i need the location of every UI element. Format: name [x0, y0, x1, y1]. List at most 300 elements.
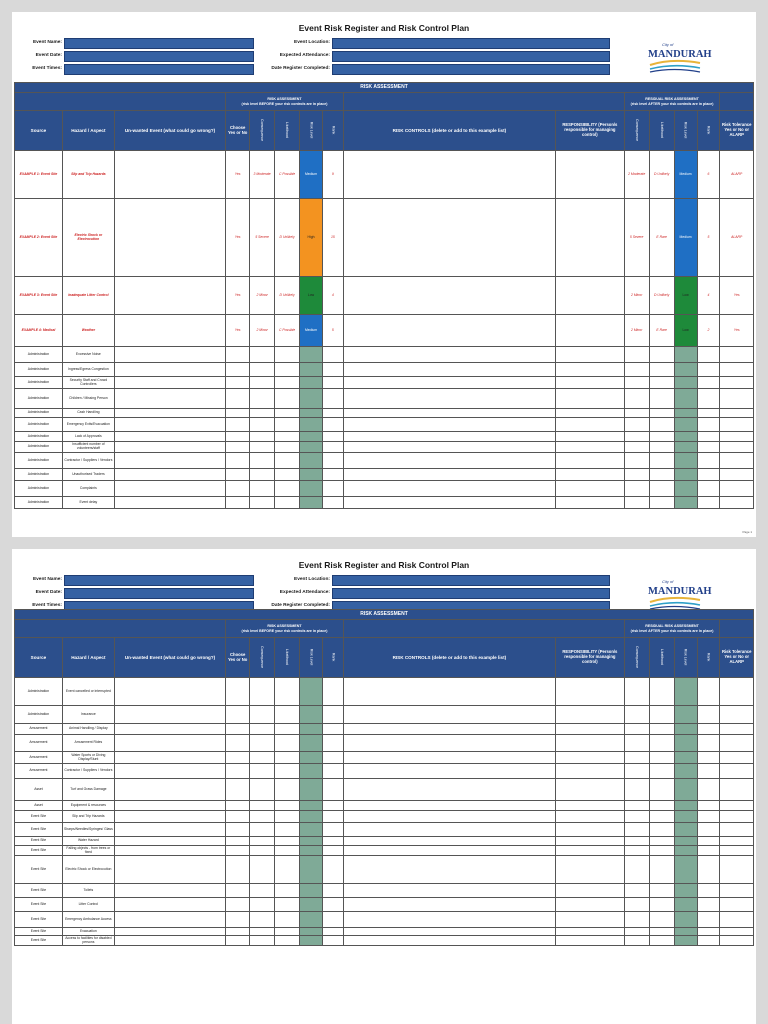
residual-risk-level-cell: Low — [674, 277, 697, 315]
consequence-cell[interactable] — [250, 936, 275, 946]
responsibility-cell[interactable] — [556, 752, 625, 764]
residual-consequence-cell[interactable] — [624, 418, 649, 432]
controls-cell[interactable] — [343, 432, 555, 442]
expected-attendance-field-2[interactable] — [332, 588, 610, 599]
residual-consequence-cell[interactable] — [624, 752, 649, 764]
applies-cell[interactable]: Yes — [226, 199, 250, 277]
consequence-cell[interactable] — [250, 363, 275, 377]
risk-level-cell — [300, 928, 323, 936]
residual-consequence-cell[interactable] — [624, 936, 649, 946]
residual-likelihood-cell[interactable] — [649, 884, 674, 898]
responsibility-cell[interactable] — [556, 884, 625, 898]
residual-consequence-cell[interactable] — [624, 811, 649, 823]
applies-cell[interactable] — [226, 724, 250, 735]
applies-cell[interactable] — [226, 389, 250, 409]
residual-consequence-cell[interactable] — [624, 678, 649, 706]
residual-likelihood-cell[interactable] — [649, 936, 674, 946]
applies-cell[interactable] — [226, 481, 250, 497]
residual-likelihood-cell[interactable] — [649, 497, 674, 509]
residual-rank-cell — [697, 389, 720, 409]
applies-cell[interactable] — [226, 884, 250, 898]
residual-consequence-cell[interactable] — [624, 735, 649, 752]
responsibility-cell[interactable] — [556, 678, 625, 706]
applies-cell[interactable] — [226, 409, 250, 418]
likelihood-cell[interactable]: D Unlikely — [275, 277, 300, 315]
controls-cell[interactable] — [343, 418, 555, 432]
controls-cell[interactable] — [343, 928, 555, 936]
consequence-cell[interactable] — [250, 779, 275, 801]
hazard-cell: Excessive Noise — [62, 347, 114, 363]
likelihood-cell[interactable] — [275, 884, 300, 898]
likelihood-cell[interactable]: C Possible — [275, 151, 300, 199]
residual-likelihood-cell[interactable] — [649, 347, 674, 363]
controls-cell[interactable] — [343, 801, 555, 811]
residual-likelihood-cell[interactable] — [649, 678, 674, 706]
consequence-cell[interactable] — [250, 801, 275, 811]
consequence-cell[interactable] — [250, 912, 275, 928]
responsibility-cell[interactable] — [556, 823, 625, 837]
consequence-cell[interactable] — [250, 837, 275, 846]
responsibility-cell[interactable] — [556, 315, 625, 347]
responsibility-cell[interactable] — [556, 363, 625, 377]
tolerance-cell[interactable] — [720, 418, 754, 432]
residual-consequence-cell[interactable] — [624, 432, 649, 442]
applies-cell[interactable] — [226, 442, 250, 453]
residual-consequence-cell[interactable] — [624, 846, 649, 856]
controls-cell[interactable] — [343, 764, 555, 779]
controls-cell[interactable] — [343, 442, 555, 453]
residual-likelihood-cell[interactable] — [649, 481, 674, 497]
event-name-field[interactable] — [64, 38, 254, 49]
likelihood-cell[interactable]: C Possible — [275, 315, 300, 347]
consequence-cell[interactable] — [250, 884, 275, 898]
tolerance-cell[interactable] — [720, 823, 754, 837]
residual-likelihood-cell[interactable]: E Rare — [649, 315, 674, 347]
likelihood-cell[interactable] — [275, 453, 300, 469]
likelihood-cell[interactable] — [275, 837, 300, 846]
controls-cell[interactable] — [343, 151, 555, 199]
consequence-cell[interactable] — [250, 418, 275, 432]
residual-likelihood-cell[interactable] — [649, 856, 674, 884]
tolerance-cell[interactable] — [720, 898, 754, 912]
controls-cell[interactable] — [343, 409, 555, 418]
controls-cell[interactable] — [343, 724, 555, 735]
responsibility-cell[interactable] — [556, 779, 625, 801]
unwanted-cell — [114, 898, 225, 912]
applies-cell[interactable] — [226, 735, 250, 752]
hazard-cell: Emergency Exits/Evacuation — [62, 418, 114, 432]
residual-likelihood-cell[interactable] — [649, 752, 674, 764]
applies-cell[interactable] — [226, 469, 250, 481]
likelihood-cell[interactable] — [275, 497, 300, 509]
tolerance-cell[interactable] — [720, 481, 754, 497]
applies-cell[interactable] — [226, 418, 250, 432]
applies-cell[interactable] — [226, 764, 250, 779]
tolerance-cell[interactable] — [720, 678, 754, 706]
applies-cell[interactable] — [226, 898, 250, 912]
likelihood-cell[interactable] — [275, 928, 300, 936]
tolerance-cell[interactable] — [720, 884, 754, 898]
tolerance-cell[interactable] — [720, 752, 754, 764]
consequence-cell[interactable] — [250, 432, 275, 442]
controls-cell[interactable] — [343, 912, 555, 928]
consequence-cell[interactable] — [250, 823, 275, 837]
controls-cell[interactable] — [343, 811, 555, 823]
applies-cell[interactable] — [226, 432, 250, 442]
applies-cell[interactable] — [226, 811, 250, 823]
likelihood-cell[interactable] — [275, 801, 300, 811]
applies-cell[interactable] — [226, 347, 250, 363]
residual-likelihood-cell[interactable] — [649, 432, 674, 442]
likelihood-cell[interactable] — [275, 936, 300, 946]
likelihood-cell[interactable] — [275, 409, 300, 418]
controls-cell[interactable] — [343, 735, 555, 752]
residual-likelihood-cell[interactable] — [649, 442, 674, 453]
tolerance-cell[interactable] — [720, 706, 754, 724]
responsibility-cell[interactable] — [556, 846, 625, 856]
consequence-cell[interactable] — [250, 928, 275, 936]
tolerance-cell[interactable] — [720, 432, 754, 442]
tolerance-cell[interactable] — [720, 912, 754, 928]
residual-likelihood-cell[interactable] — [649, 846, 674, 856]
applies-cell[interactable]: Yes — [226, 277, 250, 315]
residual-likelihood-cell[interactable] — [649, 469, 674, 481]
residual-likelihood-cell[interactable] — [649, 764, 674, 779]
likelihood-cell[interactable] — [275, 481, 300, 497]
residual-likelihood-cell[interactable] — [649, 363, 674, 377]
residual-likelihood-cell[interactable]: D Unlikely — [649, 151, 674, 199]
tolerance-cell[interactable] — [720, 442, 754, 453]
residual-likelihood-cell[interactable] — [649, 779, 674, 801]
event-location-field[interactable] — [332, 38, 610, 49]
applies-cell[interactable] — [226, 912, 250, 928]
applies-cell[interactable] — [226, 779, 250, 801]
residual-likelihood-cell[interactable] — [649, 801, 674, 811]
tolerance-cell[interactable] — [720, 928, 754, 936]
applies-cell[interactable]: Yes — [226, 151, 250, 199]
consequence-cell[interactable] — [250, 724, 275, 735]
risk-level-cell: Medium — [300, 315, 323, 347]
residual-consequence-cell[interactable] — [624, 481, 649, 497]
tolerance-cell[interactable]: ALARP — [720, 199, 754, 277]
likelihood-cell[interactable] — [275, 432, 300, 442]
residual-likelihood-cell[interactable] — [649, 418, 674, 432]
controls-cell[interactable] — [343, 936, 555, 946]
residual-likelihood-cell[interactable] — [649, 811, 674, 823]
consequence-cell[interactable]: 3 Moderate — [250, 151, 275, 199]
responsibility-cell[interactable] — [556, 898, 625, 912]
residual-consequence-cell[interactable] — [624, 389, 649, 409]
applies-cell[interactable] — [226, 453, 250, 469]
residual-risk-level-cell — [674, 347, 697, 363]
tolerance-cell[interactable] — [720, 497, 754, 509]
responsibility-cell[interactable] — [556, 453, 625, 469]
tolerance-cell[interactable] — [720, 837, 754, 846]
controls-cell[interactable] — [343, 837, 555, 846]
residual-likelihood-cell[interactable] — [649, 453, 674, 469]
responsibility-cell[interactable] — [556, 801, 625, 811]
likelihood-cell[interactable] — [275, 363, 300, 377]
tolerance-cell[interactable] — [720, 363, 754, 377]
consequence-cell[interactable] — [250, 764, 275, 779]
event-times-field[interactable] — [64, 64, 254, 75]
likelihood-cell[interactable] — [275, 389, 300, 409]
residual-consequence-cell[interactable] — [624, 779, 649, 801]
likelihood-cell[interactable] — [275, 912, 300, 928]
controls-cell[interactable] — [343, 199, 555, 277]
residual-likelihood-cell[interactable] — [649, 409, 674, 418]
expected-attendance-field[interactable] — [332, 51, 610, 62]
residual-likelihood-cell[interactable] — [649, 898, 674, 912]
controls-cell[interactable] — [343, 497, 555, 509]
controls-cell[interactable] — [343, 779, 555, 801]
controls-cell[interactable] — [343, 856, 555, 884]
unwanted-cell — [114, 801, 225, 811]
hazard-cell: Sharps/Needles/Syringes/ Glass — [62, 823, 114, 837]
tolerance-cell[interactable] — [720, 409, 754, 418]
residual-consequence-cell[interactable] — [624, 856, 649, 884]
applies-cell[interactable]: Yes — [226, 315, 250, 347]
residual-consequence-cell[interactable] — [624, 442, 649, 453]
tolerance-cell[interactable]: Yes — [720, 315, 754, 347]
likelihood-cell[interactable]: D Unlikely — [275, 199, 300, 277]
controls-cell[interactable] — [343, 363, 555, 377]
responsibility-cell[interactable] — [556, 928, 625, 936]
residual-consequence-cell[interactable] — [624, 912, 649, 928]
responsibility-cell[interactable] — [556, 418, 625, 432]
consequence-cell[interactable] — [250, 469, 275, 481]
residual-likelihood-cell[interactable]: D Unlikely — [649, 277, 674, 315]
likelihood-cell[interactable] — [275, 856, 300, 884]
likelihood-cell[interactable] — [275, 678, 300, 706]
controls-cell[interactable] — [343, 481, 555, 497]
residual-likelihood-cell[interactable]: E Rare — [649, 199, 674, 277]
likelihood-cell[interactable] — [275, 898, 300, 912]
controls-cell[interactable] — [343, 706, 555, 724]
residual-likelihood-cell[interactable] — [649, 837, 674, 846]
consequence-cell[interactable] — [250, 846, 275, 856]
residual-likelihood-cell[interactable] — [649, 389, 674, 409]
residual-consequence-cell[interactable] — [624, 453, 649, 469]
controls-cell[interactable] — [343, 315, 555, 347]
consequence-cell[interactable] — [250, 442, 275, 453]
responsibility-cell[interactable] — [556, 936, 625, 946]
tolerance-cell[interactable]: ALARP — [720, 151, 754, 199]
residual-consequence-cell[interactable] — [624, 801, 649, 811]
consequence-cell[interactable] — [250, 481, 275, 497]
likelihood-cell[interactable] — [275, 442, 300, 453]
tolerance-cell[interactable] — [720, 724, 754, 735]
responsibility-cell[interactable] — [556, 912, 625, 928]
tolerance-cell[interactable] — [720, 801, 754, 811]
residual-likelihood-cell[interactable] — [649, 706, 674, 724]
applies-cell[interactable] — [226, 936, 250, 946]
likelihood-cell[interactable] — [275, 764, 300, 779]
responsibility-cell[interactable] — [556, 409, 625, 418]
likelihood-cell[interactable] — [275, 823, 300, 837]
responsibility-cell[interactable] — [556, 389, 625, 409]
applies-cell[interactable] — [226, 801, 250, 811]
tolerance-cell[interactable]: Yes — [720, 277, 754, 315]
controls-cell[interactable] — [343, 469, 555, 481]
consequence-cell[interactable]: 2 Minor — [250, 277, 275, 315]
controls-cell[interactable] — [343, 846, 555, 856]
responsibility-cell[interactable] — [556, 735, 625, 752]
likelihood-cell[interactable] — [275, 418, 300, 432]
residual-likelihood-cell[interactable] — [649, 928, 674, 936]
residual-consequence-cell[interactable]: 2 Minor — [624, 315, 649, 347]
tolerance-cell[interactable] — [720, 846, 754, 856]
controls-cell[interactable] — [343, 678, 555, 706]
unwanted-cell — [114, 199, 225, 277]
consequence-cell[interactable] — [250, 856, 275, 884]
risk-level-cell — [300, 735, 323, 752]
tolerance-cell[interactable] — [720, 469, 754, 481]
residual-consequence-cell[interactable] — [624, 823, 649, 837]
likelihood-cell[interactable] — [275, 735, 300, 752]
tolerance-cell[interactable] — [720, 811, 754, 823]
responsibility-cell[interactable] — [556, 442, 625, 453]
residual-consequence-cell[interactable] — [624, 377, 649, 389]
likelihood-cell[interactable] — [275, 779, 300, 801]
likelihood-cell[interactable] — [275, 377, 300, 389]
residual-consequence-cell[interactable] — [624, 928, 649, 936]
consequence-cell[interactable] — [250, 752, 275, 764]
likelihood-cell[interactable] — [275, 347, 300, 363]
applies-cell[interactable] — [226, 823, 250, 837]
controls-cell[interactable] — [343, 453, 555, 469]
consequence-cell[interactable]: 5 Severe — [250, 199, 275, 277]
applies-cell[interactable] — [226, 497, 250, 509]
residual-consequence-cell[interactable] — [624, 724, 649, 735]
consequence-cell[interactable] — [250, 811, 275, 823]
residual-consequence-cell[interactable]: 2 Moderate — [624, 151, 649, 199]
controls-cell[interactable] — [343, 752, 555, 764]
residual-likelihood-cell[interactable] — [649, 735, 674, 752]
responsibility-cell[interactable] — [556, 811, 625, 823]
residual-consequence-cell[interactable]: 2 Minor — [624, 277, 649, 315]
applies-cell[interactable] — [226, 377, 250, 389]
responsibility-cell[interactable] — [556, 277, 625, 315]
residual-consequence-cell[interactable] — [624, 898, 649, 912]
residual-rank-cell — [697, 856, 720, 884]
responsibility-cell[interactable] — [556, 377, 625, 389]
consequence-cell[interactable] — [250, 347, 275, 363]
tolerance-cell[interactable] — [720, 735, 754, 752]
consequence-cell[interactable] — [250, 898, 275, 912]
likelihood-cell[interactable] — [275, 811, 300, 823]
responsibility-cell[interactable] — [556, 199, 625, 277]
consequence-cell[interactable] — [250, 735, 275, 752]
consequence-cell[interactable] — [250, 453, 275, 469]
residual-consequence-cell[interactable] — [624, 469, 649, 481]
table-row — [15, 724, 754, 735]
likelihood-cell[interactable] — [275, 752, 300, 764]
event-date-field[interactable] — [64, 51, 254, 62]
tolerance-cell[interactable] — [720, 764, 754, 779]
residual-consequence-cell[interactable] — [624, 837, 649, 846]
tolerance-cell[interactable] — [720, 936, 754, 946]
responsibility-cell[interactable] — [556, 837, 625, 846]
residual-consequence-cell[interactable] — [624, 764, 649, 779]
applies-cell[interactable] — [226, 363, 250, 377]
tolerance-cell[interactable] — [720, 377, 754, 389]
tolerance-cell[interactable] — [720, 389, 754, 409]
likelihood-cell[interactable] — [275, 469, 300, 481]
likelihood-cell[interactable] — [275, 706, 300, 724]
residual-likelihood-cell[interactable] — [649, 823, 674, 837]
responsibility-cell[interactable] — [556, 151, 625, 199]
responsibility-cell[interactable] — [556, 497, 625, 509]
residual-rank-cell — [697, 497, 720, 509]
responsibility-cell[interactable] — [556, 706, 625, 724]
responsibility-cell[interactable] — [556, 856, 625, 884]
consequence-cell[interactable] — [250, 377, 275, 389]
controls-cell[interactable] — [343, 347, 555, 363]
applies-cell[interactable] — [226, 856, 250, 884]
consequence-cell[interactable] — [250, 706, 275, 724]
controls-cell[interactable] — [343, 277, 555, 315]
consequence-cell[interactable] — [250, 409, 275, 418]
applies-cell[interactable] — [226, 706, 250, 724]
consequence-cell[interactable] — [250, 678, 275, 706]
consequence-cell[interactable] — [250, 389, 275, 409]
responsibility-cell[interactable] — [556, 347, 625, 363]
event-location-field-2[interactable] — [332, 575, 610, 586]
controls-cell[interactable] — [343, 823, 555, 837]
likelihood-cell[interactable] — [275, 724, 300, 735]
residual-likelihood-cell[interactable] — [649, 377, 674, 389]
residual-consequence-cell[interactable] — [624, 497, 649, 509]
controls-cell[interactable] — [343, 898, 555, 912]
residual-likelihood-cell[interactable] — [649, 724, 674, 735]
applies-cell[interactable] — [226, 752, 250, 764]
responsibility-cell[interactable] — [556, 469, 625, 481]
date-register-completed-field[interactable] — [332, 64, 610, 75]
residual-consequence-cell[interactable] — [624, 706, 649, 724]
event-date-field-2[interactable] — [64, 588, 254, 599]
event-name-field-2[interactable] — [64, 575, 254, 586]
consequence-cell[interactable]: 2 Minor — [250, 315, 275, 347]
tolerance-cell[interactable] — [720, 453, 754, 469]
controls-cell[interactable] — [343, 884, 555, 898]
risk-level-cell — [300, 706, 323, 724]
tolerance-cell[interactable] — [720, 856, 754, 884]
responsibility-cell[interactable] — [556, 432, 625, 442]
residual-consequence-cell[interactable]: 5 Severe — [624, 199, 649, 277]
likelihood-cell[interactable] — [275, 846, 300, 856]
applies-cell[interactable] — [226, 678, 250, 706]
tolerance-cell[interactable] — [720, 779, 754, 801]
controls-cell[interactable] — [343, 377, 555, 389]
applies-cell[interactable] — [226, 928, 250, 936]
risk-level-cell — [300, 347, 323, 363]
residual-consequence-cell[interactable] — [624, 884, 649, 898]
residual-consequence-cell[interactable] — [624, 409, 649, 418]
responsibility-cell[interactable] — [556, 481, 625, 497]
residual-consequence-cell[interactable] — [624, 363, 649, 377]
controls-cell[interactable] — [343, 389, 555, 409]
residual-likelihood-cell[interactable] — [649, 912, 674, 928]
responsibility-cell[interactable] — [556, 764, 625, 779]
applies-cell[interactable] — [226, 846, 250, 856]
consequence-cell[interactable] — [250, 497, 275, 509]
page-two — [12, 549, 756, 1024]
residual-consequence-cell[interactable] — [624, 347, 649, 363]
applies-cell[interactable] — [226, 837, 250, 846]
tolerance-cell[interactable] — [720, 347, 754, 363]
responsibility-cell[interactable] — [556, 724, 625, 735]
